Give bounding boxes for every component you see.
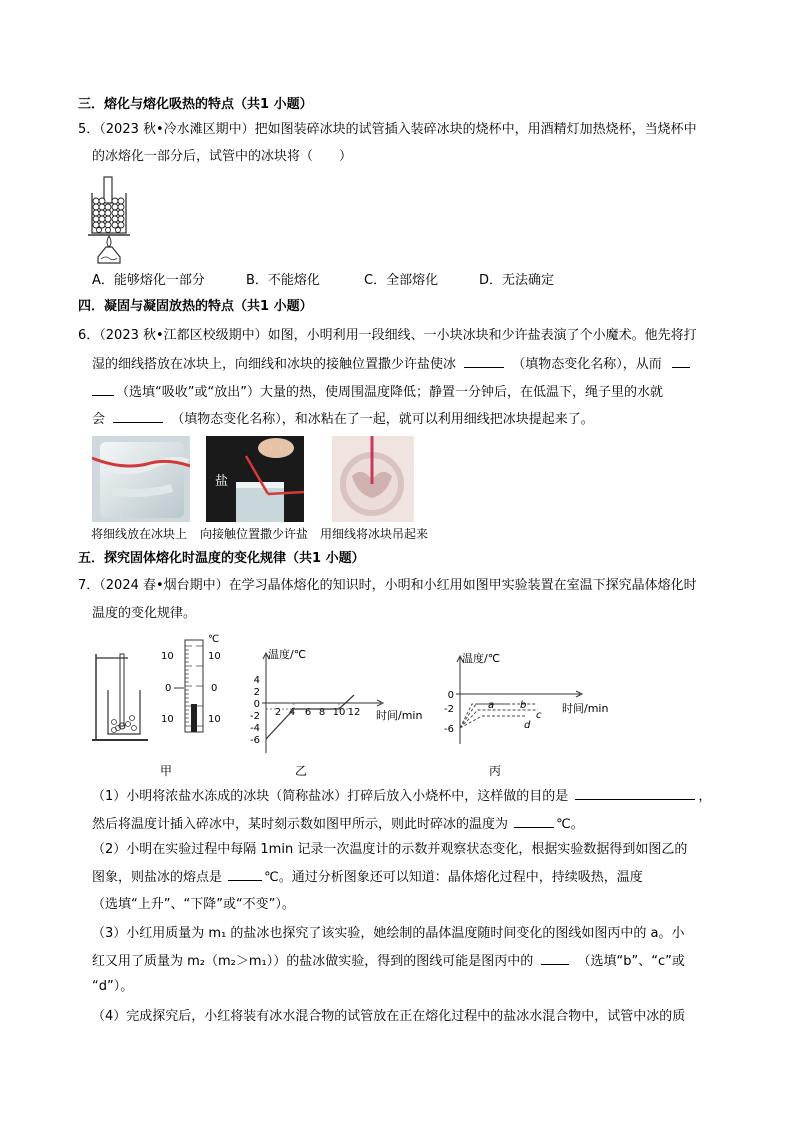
q5-option-d[interactable]: D．无法确定 <box>479 273 555 288</box>
graph-bing-ytick: -6 <box>444 724 454 735</box>
q5-option-b[interactable]: B．不能熔化 <box>246 273 320 288</box>
graph-bing-ytick: -2 <box>444 704 454 715</box>
figure-bing-label: 丙 <box>489 764 502 778</box>
q7-p1-line2-text: 然后将温度计插入碎冰中，某时刻示数如图甲所示，则此时碎冰的温度为 <box>92 817 509 832</box>
q7-p2-line2-start: 图象，则盐冰的熔点是 <box>92 870 223 885</box>
thermo-tick-right-top: 10 <box>208 651 221 662</box>
graph-bing-xlabel: 时间/min <box>562 702 609 715</box>
graph-bing-label-c: c <box>536 710 542 721</box>
q6-text-line2 <box>92 355 690 374</box>
q7-p1-line2 <box>92 815 584 834</box>
figure-jia-label: 甲 <box>160 764 173 778</box>
q7-p3-line2-end: （选填“b”、“c”或 <box>577 954 685 969</box>
q7-p3-line1: （3）小红用质量为 m₁ 的盐冰也探究了该实验，她绘制的晶体温度随时间变化的图线如图丙中的 a。小 <box>92 926 685 941</box>
q6-blank-1[interactable] <box>464 355 504 368</box>
q6-text-line4-end: （填物态变化名称），和冰粘在了一起，就可以利用细线把冰块提起来了。 <box>171 412 594 427</box>
photo-lift-ice <box>332 436 414 522</box>
graph-bing-label-b: b <box>520 700 527 711</box>
q7-blank-temperature[interactable] <box>514 815 554 828</box>
graph-yi-xlabel: 时间/min <box>376 709 423 722</box>
caption-photo-1: 将细线放在冰块上 <box>91 527 188 541</box>
q7-p3-line2 <box>92 952 685 971</box>
thermo-tick-left-top: 10 <box>161 651 174 662</box>
q5-apparatus-figure <box>86 175 136 267</box>
q6-text-line4-start: 会 <box>92 412 106 427</box>
graph-yi-ytick: -2 <box>250 711 260 722</box>
q7-p1-line2-unit: ℃。 <box>556 817 584 832</box>
graph-bing-label-d: d <box>524 720 531 731</box>
graph-bing-ytick: 0 <box>447 690 454 701</box>
section-4-heading: 四．凝固与凝固放热的特点（共1 小题） <box>78 299 313 314</box>
q5-option-c[interactable]: C．全部熔化 <box>364 273 439 288</box>
photo-sprinkle-salt <box>206 436 304 522</box>
graph-yi-xtick: 4 <box>288 707 296 718</box>
thermo-zero-mark: 0 <box>165 683 172 694</box>
q7-p1-line1 <box>92 787 711 806</box>
q7-p4-line1: （4）完成探究后，小红将装有冰水混合物的试管放在正在熔化过程中的盐冰水混合物中，试管中冰的质 <box>92 1009 686 1024</box>
q7-blank-curve-choice[interactable] <box>541 952 569 965</box>
caption-photo-3: 用细线将冰块吊起来 <box>320 527 429 541</box>
q7-p2-line1: （2）小明在实验过程中每隔 1min 记录一次温度计的示数并观察状态变化，根据实验数据得到如图乙的 <box>92 842 688 857</box>
q7-p2-line2-end: ℃。通过分析图象还可以知道：晶体熔化过程中，持续吸热，温度 <box>264 870 643 885</box>
graph-yi-ytick: 2 <box>253 687 260 698</box>
q6-text-line2-end: （填物态变化名称），从而 <box>512 357 662 372</box>
graph-yi-xtick: 2 <box>274 707 282 718</box>
figure-bing-graph <box>430 650 630 750</box>
figure-yi-graph <box>236 645 436 755</box>
q7-p2-line2 <box>92 868 643 887</box>
caption-photo-2: 向接触位置撒少许盐 <box>200 527 309 541</box>
q7-blank-purpose[interactable] <box>575 787 695 800</box>
graph-yi-xtick: 10 <box>332 707 346 718</box>
q7-p1-line1-text: （1）小明将浓盐水冻成的冰块（简称盐冰）打碎后放入小烧杯中，这样做的目的是 <box>92 789 569 804</box>
graph-bing-ylabel: 温度/℃ <box>462 652 501 665</box>
photo-thread-on-ice <box>92 436 190 522</box>
q6-text-line3-text: （选填“吸收”或“放出”）大量的热，使周围温度降低；静置一分钟后，在低温下，绳子里的水就 <box>116 385 663 400</box>
q6-blank-2a[interactable] <box>672 355 690 368</box>
thermometer-unit: ℃ <box>208 634 220 645</box>
q6-text-line2-start: 湿的细线搭放在冰块上，向细线和冰块的接触位置撒少许盐使冰 <box>92 357 457 372</box>
graph-yi-ytick: 4 <box>253 675 260 686</box>
q7-p3-line2-start: 红又用了质量为 m₂（m₂＞m₁））的盐冰做实验，得到的图线可能是图丙中的 <box>92 954 534 969</box>
thermo-tick-right-mid: 0 <box>211 683 218 694</box>
graph-yi-xtick: 12 <box>347 707 361 718</box>
q6-text-line4 <box>92 410 594 429</box>
graph-yi-ytick: -4 <box>250 723 260 734</box>
q6-text-line3 <box>92 383 663 402</box>
q7-p3-line3: “d”）。 <box>92 979 134 994</box>
q5-option-a[interactable]: A．能够熔化一部分 <box>92 273 205 288</box>
graph-yi-ytick: 0 <box>253 699 260 710</box>
graph-yi-ylabel: 温度/℃ <box>268 648 307 661</box>
section-5-heading: 五．探究固体熔化时温度的变化规律（共1 小题） <box>78 551 365 566</box>
figure-jia-apparatus <box>88 628 248 750</box>
q7-text-line1: 7．（2024 春•烟台期中）在学习晶体熔化的知识时，小明和小红用如图甲实验装置在室温下探究晶体熔化时 <box>78 578 697 593</box>
figure-yi-label: 乙 <box>295 764 308 778</box>
q6-text-line1: 6．（2023 秋•江都区校级期中）如图，小明利用一段细线、一小块冰块和少许盐表演了个小魔术。他先将打 <box>78 328 697 343</box>
graph-bing-label-a: a <box>488 700 495 711</box>
salt-label: 盐 <box>215 474 229 489</box>
section-3-heading: 三．熔化与熔化吸热的特点（共1 小题） <box>78 97 313 112</box>
q5-text-line1: 5．（2023 秋•冷水滩区期中）把如图装碎冰块的试管插入装碎冰块的烧杯中，用酒精灯加热烧杯，当烧杯中 <box>78 122 697 137</box>
graph-yi-xtick: 8 <box>318 707 326 718</box>
thermo-tick-left-bottom: 10 <box>161 714 174 725</box>
q7-blank-melting-point[interactable] <box>228 868 262 881</box>
q6-blank-2b[interactable] <box>92 383 114 396</box>
q6-blank-3[interactable] <box>113 410 163 423</box>
graph-yi-ytick: -6 <box>250 735 260 746</box>
q7-p1-line1-comma: ， <box>698 789 712 804</box>
q7-text-line2: 温度的变化规律。 <box>92 606 197 621</box>
q5-text-line2: 的冰熔化一部分后，试管中的冰块将（ ） <box>92 149 353 164</box>
graph-bing-curve-d <box>460 716 526 728</box>
thermo-tick-right-bottom: 10 <box>208 714 221 725</box>
graph-yi-xtick: 6 <box>304 707 312 718</box>
q7-p2-line3: （选填“上升”、“下降”或“不变”）。 <box>92 897 295 912</box>
